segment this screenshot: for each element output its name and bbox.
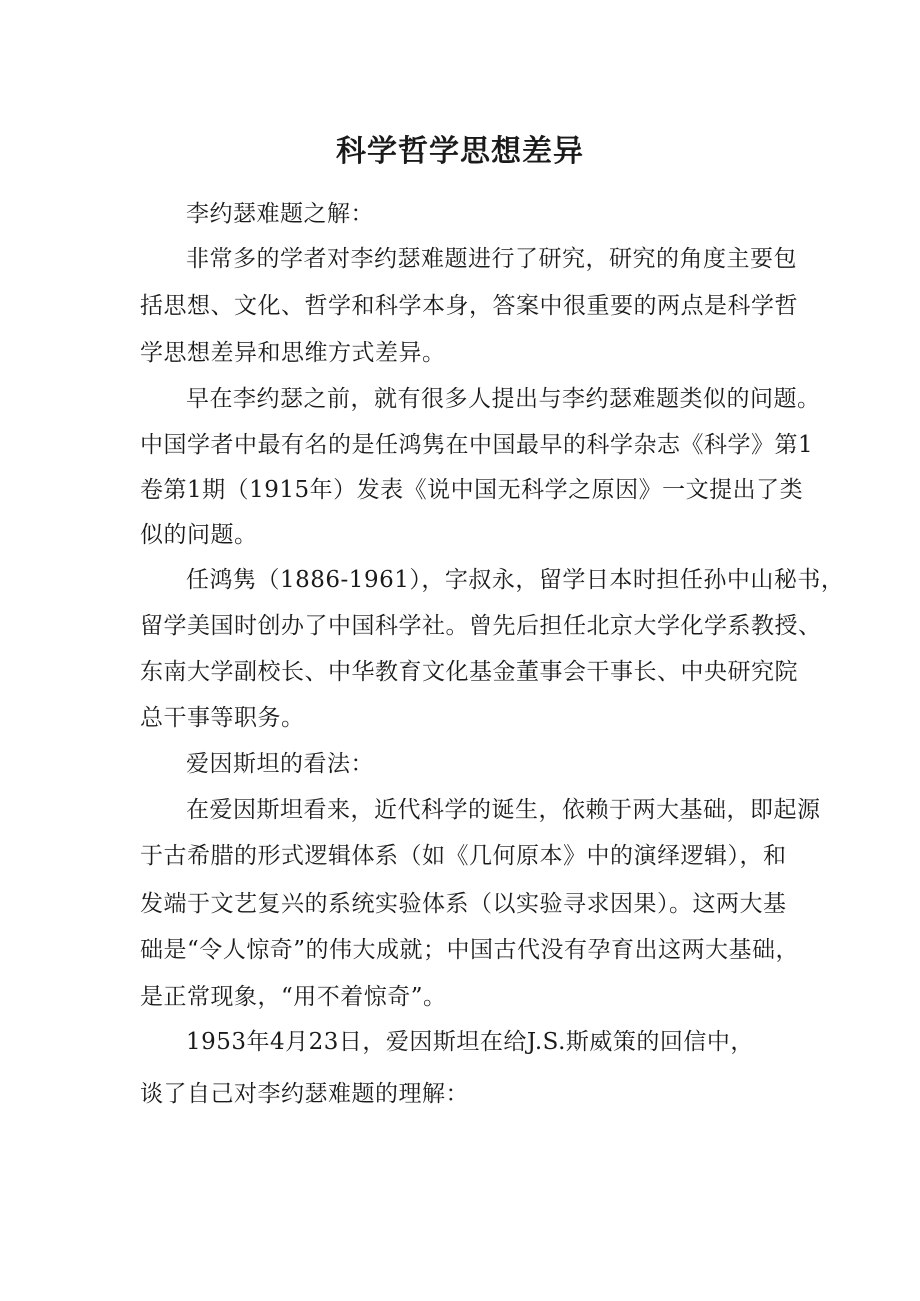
- paragraph-line: 总干事等职务。: [140, 705, 305, 731]
- page-title: 科学哲学思想差异: [336, 134, 584, 169]
- paragraph-line: 在爱因斯坦看来，近代科学的诞生，依赖于两大基础，即起源: [186, 797, 821, 823]
- paragraph-line: 于古希腊的形式逻辑体系（如《几何原本》中的演绎逻辑），和: [140, 843, 787, 869]
- paragraph-line: 似的问题。: [140, 522, 258, 548]
- paragraph-line: 谈了自己对李约瑟难题的理解：: [140, 1081, 469, 1107]
- paragraph-line: 是正常现象，“用不着惊奇”。: [140, 984, 447, 1010]
- paragraph-line: 中国学者中最有名的是任鸿隽在中国最早的科学杂志《科学》第1: [140, 432, 814, 458]
- paragraph-line: 1953年4月23日，爱因斯坦在给J.S.斯威策的回信中，: [186, 1029, 754, 1055]
- paragraph-line: 任鸿隽（1886-1961），字叔永，留学日本时担任孙中山秘书，: [186, 567, 845, 593]
- paragraph-line: 东南大学副校长、中华教育文化基金董事会干事长、中央研究院: [140, 659, 798, 685]
- paragraph-line: 发端于文艺复兴的系统实验体系（以实验寻求因果）。这两大基: [140, 891, 787, 917]
- paragraph-line: 卷第1期（1915年）发表《说中国无科学之原因》一文提出了类: [140, 477, 804, 503]
- section-heading-einstein-view: 爱因斯坦的看法：: [186, 751, 374, 777]
- paragraph-line: 留学美国时创办了中国科学社。曾先后担任北京大学化学系教授、: [140, 613, 822, 639]
- paragraph-line: 括思想、文化、哲学和科学本身，答案中很重要的两点是科学哲: [140, 293, 798, 319]
- paragraph-line: 学思想差异和思维方式差异。: [140, 340, 446, 366]
- paragraph-line: 早在李约瑟之前，就有很多人提出与李约瑟难题类似的问题。: [186, 386, 821, 412]
- paragraph-line: 础是“令人惊奇”的伟大成就；中国古代没有孕育出这两大基础，: [140, 937, 800, 963]
- paragraph-line: 非常多的学者对李约瑟难题进行了研究，研究的角度主要包: [186, 246, 797, 272]
- section-heading-needham-solution: 李约瑟难题之解：: [186, 201, 374, 227]
